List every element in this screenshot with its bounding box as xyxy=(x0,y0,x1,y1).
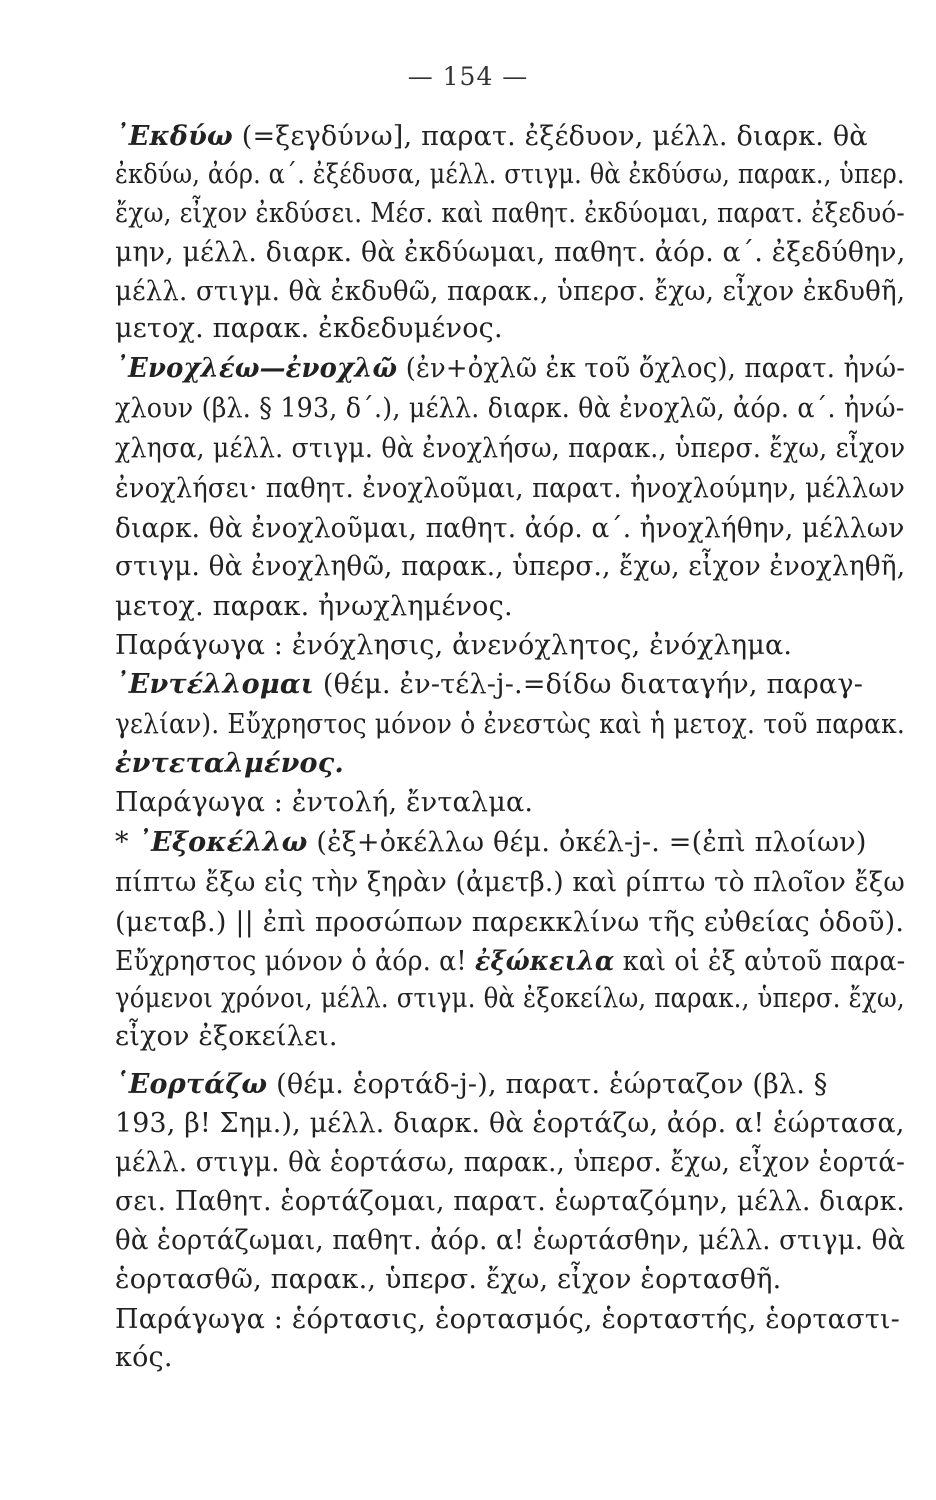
text-segment: σει. Παθητ. ἑορτάζομαι, παρατ. ἑωρταζόμην, μέλλ. διαρκ. xyxy=(115,1186,905,1217)
text-line xyxy=(115,1341,173,1375)
text-line xyxy=(115,786,533,820)
headword: ἐντεταλμένος. xyxy=(115,748,344,779)
text-segment: κός. xyxy=(115,1342,173,1373)
text-line xyxy=(115,866,905,900)
text-segment: Παράγωγα : ἐνόχλησις, ἀνενόχλητος, ἐνόχλημα. xyxy=(115,630,793,661)
text-line xyxy=(115,1020,338,1054)
text-segment: ἐνοχλήσει· παθητ. ἐνοχλοῦμαι, παρατ. ἠνοχλούμην, μέλλων xyxy=(115,473,905,504)
text-segment: ἑορτασθῶ, παρακ., ὑπερσ. ἔχω, εἶχον ἑορτασθῆ. xyxy=(115,1264,782,1295)
headword: ἐξώκειλα xyxy=(474,946,615,977)
text-segment: Παράγωγα : ἑόρτασις, ἑορτασμός, ἑορταστής, ἑορταστι- xyxy=(115,1304,900,1335)
text-line xyxy=(115,708,905,742)
text-line xyxy=(115,392,905,426)
text-line xyxy=(115,590,513,624)
text-line xyxy=(115,1303,900,1337)
text-segment: (ἐξ+ὀκέλλω θέμ. ὀκέλ-j-. =(ἐπὶ πλοίων) xyxy=(307,827,867,858)
text-line xyxy=(115,512,905,546)
headword: ᾿Ενοχλέω—ἐνοχλῶ xyxy=(115,353,398,384)
text-line xyxy=(115,550,905,584)
text-line xyxy=(115,906,904,940)
text-line xyxy=(115,158,905,192)
text-line xyxy=(115,1263,781,1297)
text-segment: ἐκδύω, ἀόρ. α΄. ἐξέδυσα, μέλλ. στιγμ. θὰ ἐκδύσω, παρακ., ὑπερ. xyxy=(115,159,905,190)
text-segment: μέλλ. στιγμ. θὰ ἑορτάσω, παρακ., ὑπερσ. ἔχω, εἶχον ἑορτά- xyxy=(115,1147,906,1178)
text-segment: εἶχον ἐξοκείλει. xyxy=(115,1021,338,1052)
page-number: — 154 — xyxy=(407,62,529,91)
text-segment: γελίαν). Εὔχρηστος μόνον ὁ ἐνεστὼς καὶ ἡ μετοχ. τοῦ παρακ. xyxy=(115,709,905,740)
text-segment: 193, β! Σημ.), μέλλ. διαρκ. θὰ ἑορτάζω, ἀόρ. α! ἑώρτασα, xyxy=(115,1108,905,1139)
text-segment: γόμενοι χρόνοι, μέλλ. στιγμ. θὰ ἐξοκείλω, παρακ., ὑπερσ. ἔχω, xyxy=(115,983,905,1014)
text-line xyxy=(115,747,344,781)
text-line xyxy=(115,1146,905,1180)
text-segment: θὰ ἑορτάζωμαι, παθητ. ἀόρ. α! ἑωρτάσθην, μέλλ. στιγμ. θὰ xyxy=(115,1225,906,1256)
text-line xyxy=(115,352,905,386)
text-line xyxy=(115,629,792,663)
text-line xyxy=(115,668,863,702)
text-line xyxy=(115,1107,905,1141)
text-segment: (θέμ. ἑορτάδ-j-), παρατ. ἑώρταζον (βλ. § xyxy=(267,1069,828,1100)
text-line xyxy=(115,120,868,154)
text-line xyxy=(115,432,905,466)
text-segment: (μεταβ.) || ἐπὶ προσώπων παρεκκλίνω τῆς εὐθείας ὁδοῦ). xyxy=(115,907,905,938)
text-segment: χλησα, μέλλ. στιγμ. θὰ ἐνοχλήσω, παρακ., ὑπερσ. ἔχω, εἶχον xyxy=(115,433,906,464)
text-line xyxy=(115,1224,905,1258)
headword: ᾿Εξοκέλλω xyxy=(137,827,308,858)
headword: ᾿Εντέλλομαι xyxy=(115,669,315,700)
text-segment: μην, μέλλ. διαρκ. θὰ ἐκδύωμαι, παθητ. ἀόρ. α΄. ἐξεδύθην, xyxy=(115,237,906,268)
headword: ῾Εορτάζω xyxy=(115,1069,268,1100)
text-segment: * xyxy=(115,827,138,858)
headword: ᾿Εκδύω xyxy=(115,121,233,152)
text-segment: μετοχ. παρακ. ἠνωχλημένος. xyxy=(115,591,513,622)
text-line xyxy=(115,1068,827,1102)
text-line xyxy=(115,236,905,270)
text-line xyxy=(115,312,503,346)
text-line xyxy=(115,472,905,506)
text-segment: καὶ οἱ ἐξ αὐτοῦ παρα- xyxy=(614,946,906,977)
text-segment: στιγμ. θὰ ἐνοχληθῶ, παρακ., ὑπερσ., ἔχω, εἶχον ἐνοχληθῆ, xyxy=(115,551,906,582)
text-line xyxy=(115,945,905,979)
text-segment: (ἐν+ὀχλῶ ἐκ τοῦ ὄχλος), παρατ. ἠνώ- xyxy=(397,353,906,384)
text-segment: Παράγωγα : ἐντολή, ἔνταλμα. xyxy=(115,787,534,818)
text-line xyxy=(115,275,905,309)
text-line xyxy=(115,197,905,231)
text-segment: χλουν (βλ. § 193, δ΄.), μέλλ. διαρκ. θὰ ἐνοχλῶ, ἀόρ. α΄. ἠνώ- xyxy=(115,393,905,424)
text-segment: ἔχω, εἶχον ἐκδύσει. Μέσ. καὶ παθητ. ἐκδύομαι, παρατ. ἐξεδυό- xyxy=(115,198,905,229)
text-segment: (θέμ. ἐν-τέλ-j-.=δίδω διαταγήν, παραγ- xyxy=(314,669,864,700)
text-line xyxy=(115,1185,905,1219)
text-segment: διαρκ. θὰ ἐνοχλοῦμαι, παθητ. ἀόρ. α΄. ἠνοχλήθην, μέλλων xyxy=(115,513,905,544)
text-line xyxy=(115,982,905,1016)
text-segment: μετοχ. παρακ. ἐκδεδυμένος. xyxy=(115,313,503,344)
text-line xyxy=(115,826,867,860)
text-segment: πίπτω ἔξω εἰς τὴν ξηρὰν (ἀμετβ.) καὶ ρίπτω τὸ πλοῖον ἔξω xyxy=(115,867,905,898)
text-segment: (=ξεγδύνω], παρατ. ἐξέδυον, μέλλ. διαρκ. θὰ xyxy=(232,121,868,152)
text-segment: μέλλ. στιγμ. θὰ ἐκδυθῶ, παρακ., ὑπερσ. ἔχω, εἶχον ἐκδυθῆ, xyxy=(115,276,906,307)
text-segment: Εὔχρηστος μόνον ὁ ἀόρ. α! xyxy=(115,946,475,977)
